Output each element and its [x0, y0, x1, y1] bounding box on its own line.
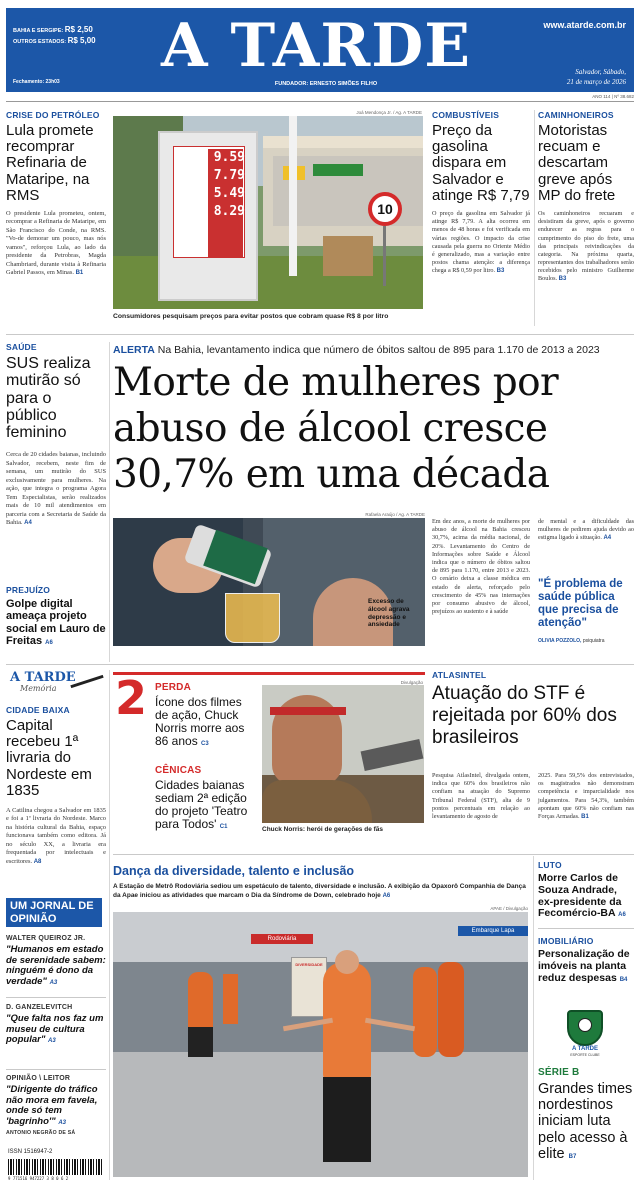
- gas-station-photo: [113, 116, 423, 309]
- closing-time: Fechamento: 23h03: [13, 79, 60, 85]
- headline[interactable]: Ícone dos filmes de ação, Chuck Norris morre aos 86 anos: [155, 695, 245, 748]
- banner-text: DIVERSIDADE: [295, 962, 323, 967]
- author-name: WALTER QUEIROZ JR.: [6, 935, 86, 942]
- price-ba: R$ 2,50: [64, 25, 93, 34]
- alert-tag: ALERTA: [113, 344, 155, 356]
- barcode-digits: 9 771516 947227 3 8 0 6 2: [8, 1176, 69, 1181]
- price-ba-label: BAHIA E SERGIPE:: [13, 28, 64, 34]
- headline[interactable]: Golpe digital ameaça projeto social em Lauro de Freitas: [6, 598, 106, 647]
- speed-sign: [368, 192, 402, 226]
- danca-headline[interactable]: Dança da diversidade, talento e inclusão: [113, 864, 355, 878]
- article-body: Em dez anos, a morte de mulheres por abuso de álcool na Bahia cresceu 30,7%, acima da média nacional, de 20%. Levantamento do Centro de Informações sobre Saúde e Álcool indica que o número de óbitos saltou de 895 para 1.170, entre 2013 e 2023. O cenário deixa a classe médica em estado de alerta, reforçado pelo crescimento de 45% nas internações por consumo abusivo de álcool, prejuízos ao sustento e à saúde: [432, 518, 530, 616]
- section-label: ATLASINTEL: [432, 670, 487, 680]
- page-ref[interactable]: A3: [47, 1038, 56, 1045]
- stf-article[interactable]: [432, 670, 634, 749]
- page-ref[interactable]: C1: [219, 823, 228, 830]
- photo-caption: Chuck Norris: herói de gerações de fãs: [262, 826, 384, 833]
- price-board: [203, 149, 248, 221]
- section-label: CAMINHONEIROS: [538, 110, 614, 120]
- station-sign-left: [251, 934, 313, 944]
- headline[interactable]: Capital recebeu 1ª livraria do Nordeste em 1835: [6, 717, 92, 799]
- reader-opinion[interactable]: [6, 1075, 106, 1136]
- article-body: Os caminhoneiros recuaram e desistiram da greve, após o governo endurecer as regras para o cumprimento do piso do frete, uma das principais reivindicações da categoria. Na próxima quarta, representantes dos trabalhadores serão recebidos pelo ministro Guilherme Boulos.: [538, 209, 634, 283]
- memoria-logo-text: A TARDE: [10, 670, 76, 685]
- price-box: [6, 8, 106, 92]
- article-body-cont: 2025. Para 59,5% dos entrevistados, os magistrados não demonstram competência e imparcialidade nos julgamentos. Para 54,3%, também apontam que 60% não confiam nas Forças Armadas.: [538, 772, 634, 820]
- kicker-text: Na Bahia, levantamento indica que número de óbitos saltou de 895 para 1.170 de 2013 a 2023: [157, 344, 600, 356]
- perda-article[interactable]: [155, 682, 257, 748]
- main-headline[interactable]: Morte de mulheres por abuso de álcool cresce 30,7% em uma década: [113, 360, 559, 497]
- dateline-city: Salvador, Sábado,: [575, 68, 626, 76]
- danca-body: A Estação de Metrô Rodoviária sediou um espetáculo de talento, diversidade e inclusão. A exibição da Opaxorô Companhia de Dança da Apae iniciou as atividades que marcam o Dia da Síndrome de Down, celebrado hoje: [113, 883, 526, 899]
- website[interactable]: www.atarde.com.br: [543, 20, 626, 30]
- opinion-column-2[interactable]: [6, 1004, 106, 1046]
- station-sign-right: [458, 926, 528, 936]
- station-sign-right-text: Embarque Lapa: [471, 928, 515, 934]
- caderno2-number: 2: [115, 671, 148, 725]
- page-ref[interactable]: B4: [619, 976, 628, 983]
- imobiliario-article[interactable]: [538, 936, 634, 984]
- opinion-quote[interactable]: "Dirigente do tráfico não mora em favela, onde só tem 'bagrinho'": [6, 1084, 98, 1127]
- headline[interactable]: Grandes times nordestinos iniciam luta pelo acesso à elite: [538, 1081, 633, 1162]
- article-body: Pesquisa AtlasIntel, divulgada ontem, indica que 60% dos brasileiros não confiam na atuação do Supremo Tribunal Federal (STF), alta de 9 pontos percentuais em relação ao levantamento de agosto de: [432, 772, 530, 820]
- photo-credit: APAE / Divulgação: [490, 906, 528, 911]
- barcode: [8, 1159, 103, 1175]
- caminhoneiros-article[interactable]: [538, 110, 634, 284]
- headline[interactable]: Atuação do STF é rejeitada por 60% dos brasileiros: [432, 683, 617, 748]
- petroleo-article[interactable]: [6, 110, 106, 278]
- headline[interactable]: Personalização de imóveis na planta reduz despesas: [538, 948, 630, 984]
- prejuizo-article[interactable]: [6, 585, 106, 647]
- newspaper-logo: A TARDE: [161, 11, 471, 81]
- article-body: A Catilina chegou a Salvador em 1835 e foi a 1ª livraria do Nordeste. Marco na história cultural da Bahia, espaço funcionava também como editora. Já no século XX, a livraria era frequentada por intelectuais e escritores.: [6, 806, 106, 865]
- memoria-logo: [8, 670, 104, 698]
- station-sign-left-text: Rodoviária: [267, 936, 297, 942]
- author-name: D. GANZELEVITCH: [6, 1004, 73, 1011]
- photo-credit: Rafaela Araújo / Ag. A TARDE: [365, 512, 425, 517]
- page-ref[interactable]: A6: [382, 892, 391, 899]
- article-body: Cerca de 20 cidades baianas, incluindo Salvador, recebem, neste fim de semana, um mutirão do SUS exclusivamente para mulheres. Na ação, que integra o programa Agora Tem Especialistas, serão realizados mais de 10 mil atendimentos em parceria com a Secretaria de Saúde da Bahia.: [6, 451, 106, 526]
- page-ref[interactable]: C3: [201, 740, 209, 747]
- section-label: OPINIÃO \ LEITOR: [6, 1075, 71, 1082]
- banner: [291, 957, 327, 1017]
- section-label: PERDA: [155, 682, 192, 693]
- section-label: SÉRIE B: [538, 1067, 580, 1078]
- page-ref[interactable]: B3: [496, 268, 505, 275]
- issn: ISSN 1516947-2: [8, 1149, 53, 1155]
- speed-number: 10: [377, 201, 393, 217]
- page-ref[interactable]: B1: [75, 270, 84, 277]
- headline[interactable]: Motoristas recuam e descartam greve após MP do frete: [538, 122, 616, 204]
- edition-number: ANO 114 | Nº 38.682: [592, 94, 634, 99]
- masthead: [6, 8, 634, 92]
- headline[interactable]: SUS realiza mutirão só para o público feminino: [6, 355, 91, 442]
- opinion-header-text: UM JORNAL DE OPINIÃO: [10, 900, 94, 925]
- founder-line: FUNDADOR: ERNESTO SIMÕES FILHO: [274, 81, 378, 87]
- article-body: O preço da gasolina em Salvador já atinge R$ 7,79. A alta ocorreu em menos de 48 horas e foi verificada em várias regiões. O impacto da crise causada pela guerra no Oriente Médio é generalizado, mas a variação entre postos chama atenção: a diferença chega a R$ 0,59 por litro.: [432, 209, 530, 275]
- opinion-quote[interactable]: "Humanos em estado de serenidade sabem: ninguém é dono da verdade": [6, 944, 106, 987]
- section-label: CÊNICAS: [155, 765, 202, 776]
- esporte-logo-sub: ESPORTE CLUBE: [570, 1053, 600, 1057]
- photo-credit: Divulgação: [400, 680, 423, 685]
- section-label: CRISE DO PETRÓLEO: [6, 110, 100, 120]
- opinion-quote[interactable]: "Que falta nos faz um museu de cultura popular": [6, 1013, 104, 1046]
- page-ref[interactable]: A3: [49, 979, 58, 986]
- opinion-column-1[interactable]: [6, 935, 106, 988]
- dateline-date: 21 de março de 2026: [566, 78, 626, 86]
- page-ref[interactable]: A4: [603, 535, 612, 542]
- quote-author: OLIVIA POZZOLO,: [538, 638, 582, 644]
- article-body-cont: de mental e a dificuldade das mulheres de pedirem ajuda devido ao estigma ligado à situação.: [538, 518, 634, 542]
- photo-caption: Consumidores pesquisam preços para evitar postos que cobram quase R$ 8 por litro: [113, 313, 389, 320]
- page-ref[interactable]: A6: [618, 912, 626, 919]
- page-ref[interactable]: A6: [45, 639, 53, 646]
- page-ref[interactable]: A3: [58, 1119, 66, 1126]
- dance-photo: [113, 912, 528, 1177]
- section-label: CIDADE BAIXA: [6, 705, 70, 715]
- headline[interactable]: Morre Carlos de Souza Andrade, ex-presidente da Fecomércio-BA: [538, 872, 622, 920]
- chuck-norris-photo: [262, 685, 424, 823]
- saude-article[interactable]: [6, 342, 106, 528]
- page-ref[interactable]: B7: [568, 1153, 577, 1160]
- esporte-logo-text: A TARDE: [572, 1046, 598, 1052]
- section-label: COMBUSTÍVEIS: [432, 110, 500, 120]
- photo-caption: Excesso de álcool agrava depressão e ansiedade: [368, 598, 410, 629]
- author-name: ANTONIO NEGRÃO DE SÁ: [6, 1129, 76, 1136]
- esporte-logo: [563, 1010, 607, 1058]
- page-ref[interactable]: A8: [33, 858, 42, 865]
- page-ref[interactable]: B1: [581, 813, 589, 820]
- price-value: 5.49: [213, 186, 245, 201]
- pull-quote: "É problema de saúde pública que precisa de atenção": [538, 578, 623, 629]
- quote-role: psiquiatra: [582, 638, 605, 644]
- section-label: LUTO: [538, 860, 562, 870]
- photo-credit: Joá Mendonça Jr. / Ag. A TARDE: [356, 110, 422, 115]
- section-label: SAÚDE: [6, 342, 37, 352]
- memoria-article[interactable]: [6, 705, 106, 867]
- headline[interactable]: Preço da gasolina dispara em Salvador e atinge R$ 7,79: [432, 122, 530, 204]
- cenicas-article[interactable]: [155, 765, 257, 831]
- luto-article[interactable]: [538, 860, 634, 920]
- page-ref[interactable]: A4: [24, 519, 32, 526]
- memoria-logo-sub: Memória: [20, 684, 57, 693]
- combustiveis-article[interactable]: [432, 110, 530, 276]
- section-label: PREJUÍZO: [6, 585, 51, 595]
- price-value: 8.29: [213, 204, 245, 219]
- esporte-article[interactable]: [538, 1067, 634, 1162]
- headline[interactable]: Cidades baianas sediam 2ª edição do projeto 'Teatro para Todos': [155, 778, 248, 831]
- page-ref[interactable]: B3: [558, 276, 567, 283]
- opinion-header: [6, 898, 102, 927]
- price-other-label: OUTROS ESTADOS:: [13, 39, 67, 45]
- ball-icon: [578, 1018, 592, 1032]
- price-value: 9.59: [213, 150, 245, 165]
- alerta-kicker: [113, 344, 635, 356]
- article-body: O presidente Lula prometeu, ontem, recomprar a Refinaria de Mataripe, em São Francisco do Conde, na RMS. "Vo-de demorar um pouco, mas nós vamos", reforçou Lula, ao lado da presidente da Petrobras, Magda Chambriard, durante visita à Refinaria Gabriel Passos, em Minas.: [6, 209, 106, 277]
- price-other: R$ 5,00: [67, 36, 96, 45]
- headline[interactable]: Lula promete recomprar Refinaria de Mataripe, na RMS: [6, 122, 94, 204]
- section-label: IMOBILIÁRIO: [538, 936, 594, 946]
- price-value: 7.79: [213, 168, 245, 183]
